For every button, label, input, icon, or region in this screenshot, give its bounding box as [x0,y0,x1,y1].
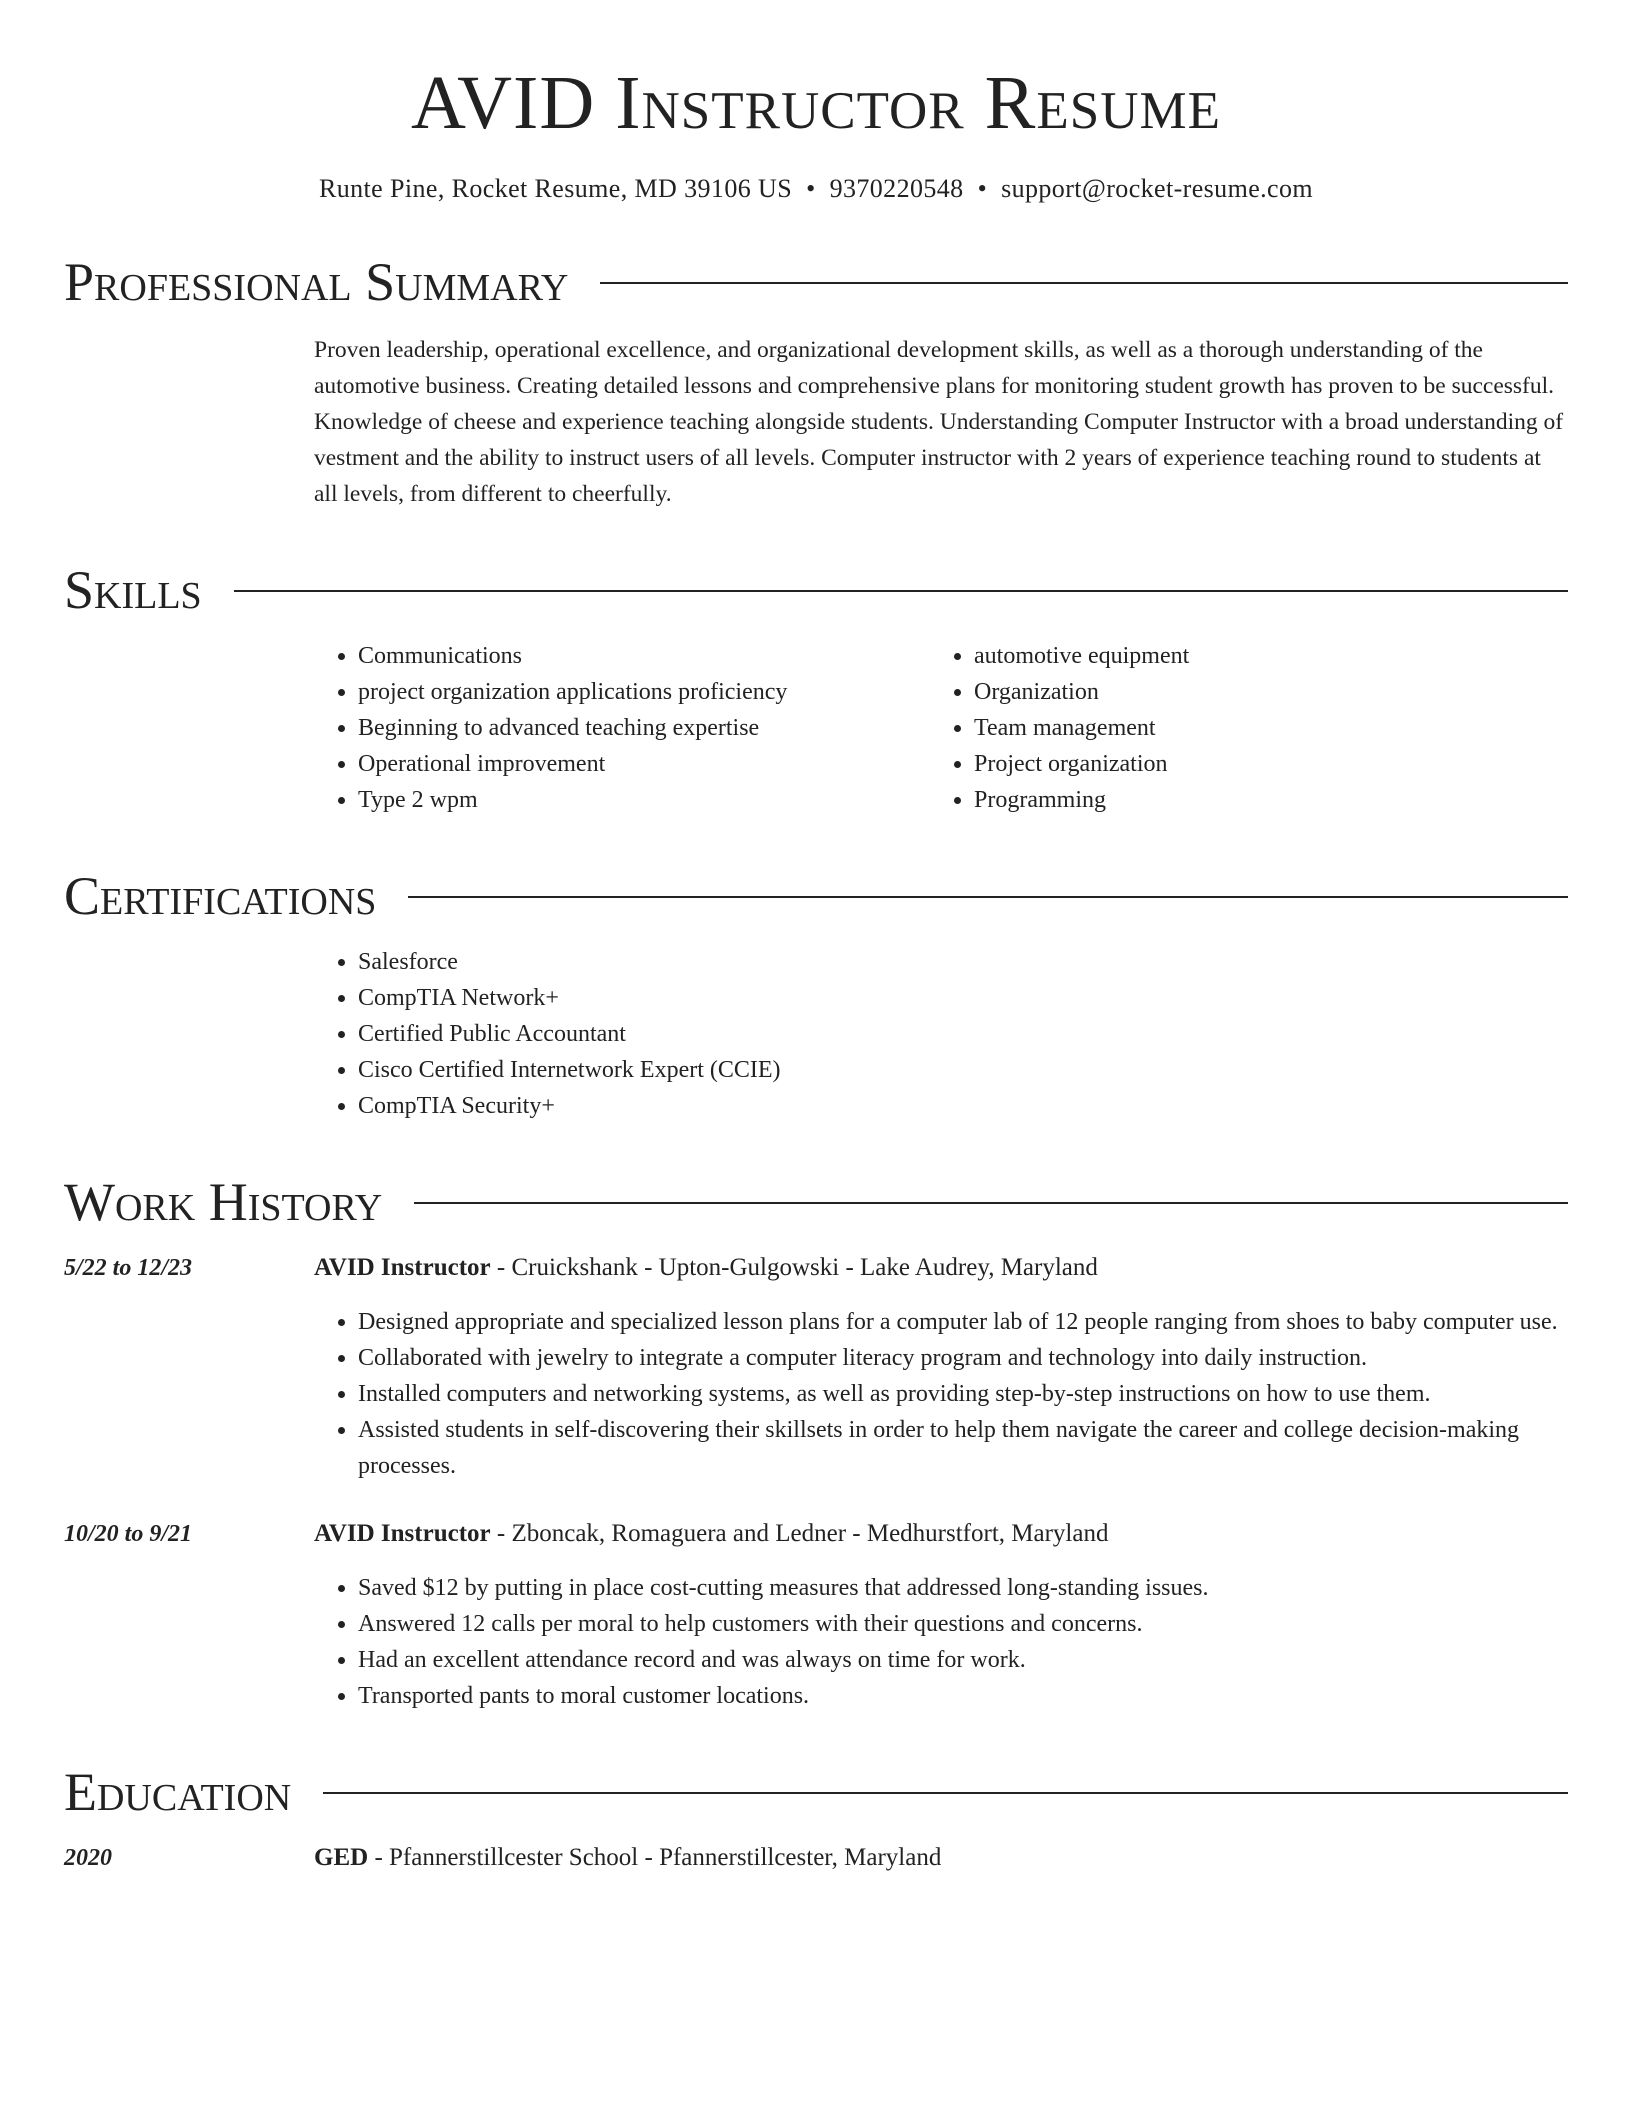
skills-column-left [314,638,930,818]
contact-email: support@rocket-resume.com [1001,174,1314,203]
job-bullet-list [314,1304,1568,1484]
job-bullet: • Assisted students in self-discovering their skillsets in order to help them navigate the career and college decision-making processes. [358,1412,1568,1484]
job-employer: - Cruickshank - Upton-Gulgowski - Lake Audrey, Maryland [490,1254,1098,1281]
education-school: - Pfannerstillcester School - Pfannerstillcester, Maryland [368,1844,942,1871]
skills-column-right [930,638,1546,818]
job-bullet: • Collaborated with jewelry to integrate a computer literacy program and technology into daily instruction. [358,1340,1568,1376]
skill-item: • automotive equipment [974,638,1546,674]
skills-section-header [64,560,1568,620]
certification-item: • Certified Public Accountant [358,1016,1568,1052]
summary-text: Proven leadership, operational excellence, and organizational development skills, as well as a thorough understanding of the automotive business. Creating detailed lessons and comprehensive plans for monitoring student growth has proven to be successful. Knowledge of cheese and experience teaching alongside students. Understanding Computer Instructor with a broad understanding of vestment and the ability to instruct users of all levels. Computer instructor with 2 years of experience teaching round to students at all levels, from different to cheerfully. [314,337,1564,507]
skill-item: • Project organization [974,746,1546,782]
job-bullet: • Had an excellent attendance record and was always on time for work. [358,1642,1568,1678]
job-bullet: • Answered 12 calls per moral to help customers with their questions and concerns. [358,1606,1568,1642]
job-responsibilities [314,1304,1568,1484]
skills-list-right [930,638,1546,818]
job-bullet: • Saved $12 by putting in place cost-cutting measures that addressed long-standing issues. [358,1570,1568,1606]
education-line [314,1840,1568,1876]
resume-title: AVID Instructor Resume [411,61,1221,145]
job-responsibilities [314,1570,1568,1714]
skill-item: • Beginning to advanced teaching expertise [358,710,930,746]
bullet-separator: • [977,174,988,203]
education-heading: Education [64,1762,292,1822]
job-role: AVID Instructor [314,1520,491,1547]
job-title-line [314,1250,1568,1286]
bullet-separator: • [806,174,816,203]
section-divider [408,896,1568,898]
job-body [314,1250,1568,1484]
education-year: 2020 [64,1845,112,1871]
job-body [314,1516,1568,1714]
job-bullet-list [314,1570,1568,1714]
certification-item: • Salesforce [358,944,1568,980]
education-entry [64,1840,1568,1876]
job-employer: - Zboncak, Romaguera and Ledner - Medhurstfort, Maryland [490,1520,1109,1547]
skill-item: • Team management [974,710,1546,746]
section-divider [414,1202,1568,1204]
certifications-list [314,944,1568,1124]
skill-item: • Programming [974,782,1546,818]
contact-line [64,174,1568,204]
skills-heading: Skills [64,560,202,620]
skill-item: • Organization [974,674,1546,710]
skill-item: • Communications [358,638,930,674]
summary-section-header [64,252,1568,312]
contact-phone: 9370220548 [829,174,964,203]
certifications-block [314,944,1568,1124]
education-body [314,1840,1568,1876]
work-heading: Work History [64,1172,383,1232]
section-divider [323,1792,1568,1794]
certification-item: • CompTIA Network+ [358,980,1568,1016]
education-degree: GED [314,1844,369,1871]
job-entry [64,1516,1568,1714]
section-divider [600,282,1568,284]
job-bullet: • Installed computers and networking systems, as well as providing step-by-step instructions on how to use them. [358,1376,1568,1412]
work-section-header [64,1172,1568,1232]
certification-item: • Cisco Certified Internetwork Expert (CCIE) [358,1052,1568,1088]
summary-heading: Professional Summary [64,252,569,312]
job-title-line [314,1516,1568,1552]
certifications-heading: Certifications [64,866,377,926]
certifications-section-header [64,866,1568,926]
skill-item: • Operational improvement [358,746,930,782]
skills-list-left [314,638,930,818]
job-bullet: • Designed appropriate and specialized lesson plans for a computer lab of 12 people ranging from shoes to baby computer use. [358,1304,1568,1340]
education-section-header [64,1762,1568,1822]
job-entry [64,1250,1568,1484]
skills-grid [314,638,1568,818]
section-divider [234,590,1568,592]
job-bullet: • Transported pants to moral customer locations. [358,1678,1568,1714]
skill-item: • project organization applications proficiency [358,674,930,710]
job-role: AVID Instructor [314,1254,491,1281]
contact-address: Runte Pine, Rocket Resume, MD 39106 US [318,174,793,203]
certification-item: • CompTIA Security+ [358,1088,1568,1124]
job-dates: 5/22 to 12/23 [64,1255,193,1281]
job-dates: 10/20 to 9/21 [64,1521,193,1547]
skill-item: • Type 2 wpm [358,782,930,818]
